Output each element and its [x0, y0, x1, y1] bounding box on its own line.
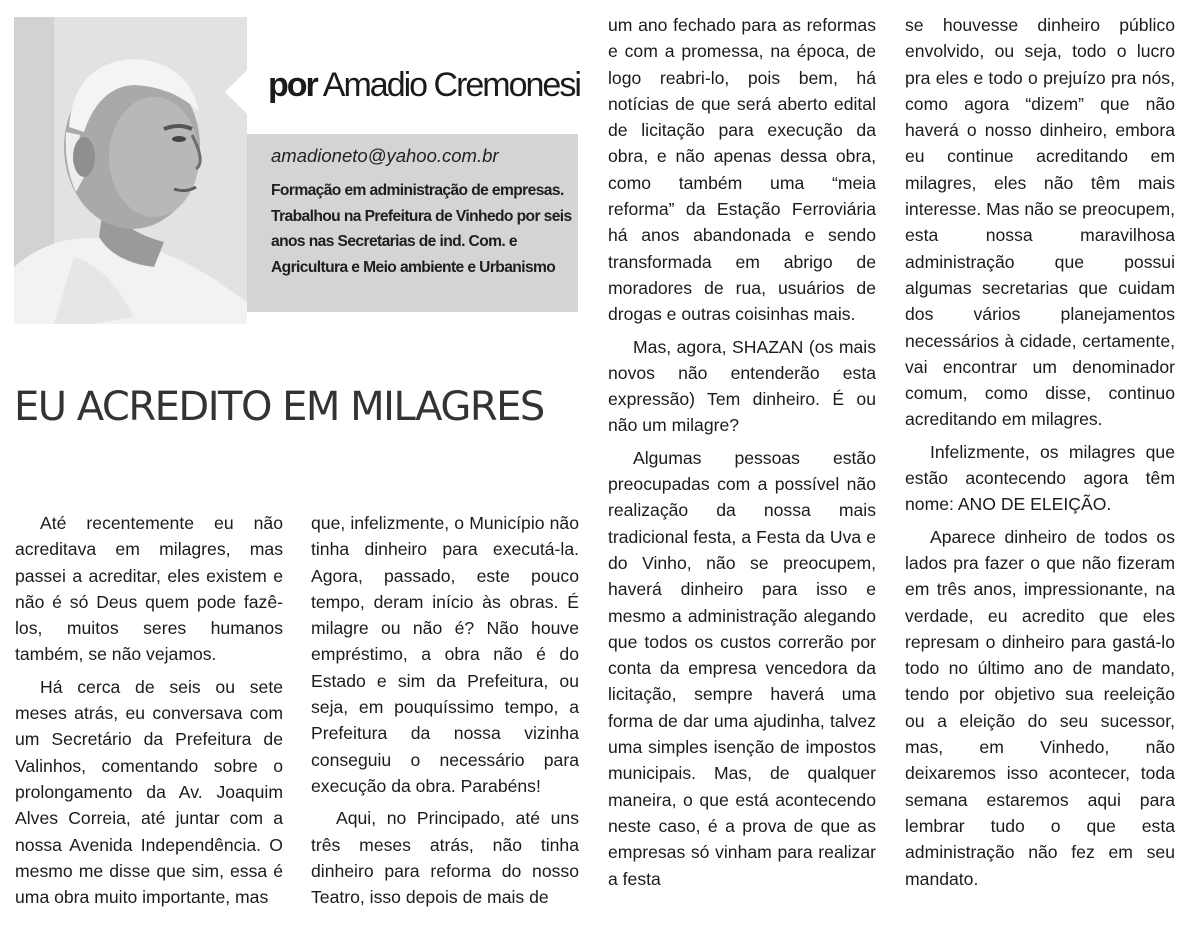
article-column-2	[311, 510, 579, 916]
paragraph: Infelizmente, os milagres que estão acontecendo agora têm nome: ANO DE ELEIÇÃO.	[905, 441, 1175, 515]
byline-prefix: por	[268, 66, 317, 104]
author-bio: Formação em administração de empresas. Trabalhou na Prefeitura de Vinhedo por seis anos nas Secretarias de ind. Com. e Agricultura e Meio ambiente e Urbanismo	[271, 182, 572, 276]
byline-pointer	[225, 70, 247, 114]
author-email[interactable]: amadioneto@yahoo.com.br	[271, 145, 499, 166]
author-name: Amadio Cremonesi	[322, 66, 580, 104]
author-photo	[14, 17, 247, 324]
paragraph: se houvesse dinheiro público envolvido, ou seja, todo o lucro pra eles e todo o prejuízo pra nós, como agora “dizem” que não haverá o nosso dinheiro, embora eu continue acreditando em milagres, eles não têm mais interesse. Mas não se preocupem, esta nossa maravilhosa administração que possui algumas secretarias que cuidam dos vários planejamentos necessários à cidade, certamente, vai encontrar um denominador comum, como disse, continuo acreditando em milagres.	[905, 15, 1175, 430]
paragraph: Até recentemente eu não acreditava em milagres, mas passei a acreditar, eles existem e não é só Deus quem pode fazê-los, muitos seres humanos também, se não vejamos.	[15, 513, 283, 665]
paragraph: Mas, agora, SHAZAN (os mais novos não entenderão esta expressão) Tem dinheiro. É ou não um milagre?	[608, 336, 876, 436]
paragraph: Aparece dinheiro de todos os lados pra fazer o que não fizeram em três anos, impressionante, na verdade, eu acredito que eles represam o dinheiro para gastá-lo todo no último ano de mandato, tendo por objetivo sua reeleição ou a eleição do seu sucessor, mas, em Vinhedo, não deixaremos isso acontecer, toda semana estaremos aqui para lembrar tudo o que esta administração não fez em seu mandato.	[905, 526, 1175, 889]
byline	[268, 66, 578, 105]
article-column-3	[608, 12, 876, 898]
paragraph: Aqui, no Principado, até uns três meses atrás, não tinha dinheiro para reforma do nosso Teatro, isso depois de mais de	[311, 808, 579, 908]
article-column-1	[15, 510, 283, 916]
paragraph: Há cerca de seis ou sete meses atrás, eu conversava com um Secretário da Prefeitura de Valinhos, comentando sobre o prolongamento da Av. Joaquim Alves Correia, até juntar com a nossa Avenida Independência. O mesmo me disse que sim, essa é uma obra muito importante, mas	[15, 676, 283, 908]
paragraph: que, infelizmente, o Município não tinha dinheiro para executá-la. Agora, passado, este pouco tempo, deram início às obras. É milagre ou não é? Não houve empréstimo, a obra não é do Estado e sim da Prefeitura, ou seja, em pouquíssimo tempo, a Prefeitura da nossa vizinha conseguiu o necessário para execução da obra. Parabéns!	[311, 513, 579, 796]
article-title: EU ACREDITO EM MILAGRES	[14, 384, 544, 430]
author-portrait-illustration	[14, 17, 247, 324]
paragraph: um ano fechado para as reformas e com a promessa, na época, de logo reabri-lo, pois bem, há notícias de que será aberto edital de licitação para execução da obra, e não apenas dessa obra, como também uma “meia reforma” da Estação Ferroviária há anos abandonada e sendo transformada em abrigo de moradores de rua, usuários de drogas e outras coisinhas mais.	[608, 15, 876, 325]
article-column-4	[905, 12, 1175, 898]
paragraph: Algumas pessoas estão preocupadas com a possível não realização da nossa mais tradicional festa, a Festa da Uva e do Vinho, não se preocupem, haverá dinheiro para isso e mesmo a administração alegando que todos os custos correrão por conta da empresa vencedora da licitação, sempre haverá uma forma de dar uma ajudinha, talvez uma simples isenção de impostos municipais. Mas, de qualquer maneira, o que está acontecendo neste caso, é a prova de que as empresas só vinham para realizar a festa	[608, 447, 876, 889]
